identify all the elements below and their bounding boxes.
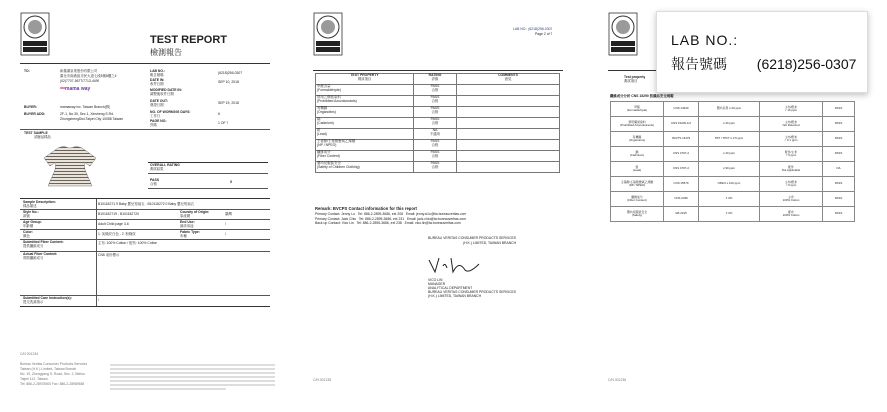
to-label: TO:: [24, 69, 30, 73]
style-no-label: Style No.:: [23, 210, 39, 214]
lab-callout-label-zh: 報告號碼: [671, 56, 727, 72]
table-row: 鉛 (Lead) CNS 4797-2 ≤ 90 ppm 配件 Not Applicable NA: [611, 162, 855, 177]
buyer-address-label: BUYER ADD:: [24, 112, 46, 116]
modified-date-label: MODIFIED DATE IN:: [150, 88, 182, 92]
to-address: 臺北市南港區市民大道七段8號8樓之4: [60, 74, 117, 78]
footer-code: C/N 001234: [20, 352, 39, 356]
results-table: [610, 101, 855, 222]
bureau-veritas-seal-icon: [608, 12, 638, 56]
lab-no-value: (6218)256-0307: [218, 71, 243, 75]
remark-title: Remark: BVCPS Contact information for this report: [315, 206, 417, 211]
to-value: 新鑫鴻皇業股份有限公司: [60, 69, 98, 73]
lab-number-callout: [656, 11, 868, 93]
footer-line-2: Taiwan (H.K.) Limited, Taiwan Branch: [20, 367, 77, 371]
buyer-address-2: ZhongzhengDist.Taipei City 10058 Taiwan: [60, 117, 124, 121]
table-row: 鎘 (Cadmium) PASS 合格: [316, 118, 560, 129]
lab-no-label: LAB NO.:: [150, 69, 166, 73]
report-page-2: [313, 12, 575, 397]
standard-line: 纖維成分分析 CNS 15290 紡織品安全規範: [610, 94, 674, 98]
table-row: 嬰幼兒服裝安全 (Safety of Children Clothing) PASS 合格: [316, 162, 560, 173]
signer-name: VICO LIN: [428, 278, 443, 282]
lab-callout-value-row: [671, 54, 856, 74]
lab-callout-title: LAB NO.:: [671, 32, 739, 48]
color-label: Color:: [23, 230, 33, 234]
fabric-type-value: /: [225, 232, 226, 236]
style-no-zh: 款號: [23, 214, 30, 218]
end-use-label: End Use:: [180, 220, 195, 224]
table-row: 壬基酚/壬基酚聚氧乙烯醚 (NP / NPEO) PASS 合格: [316, 140, 560, 151]
care-instruction-zh: 提交洗滌指示: [23, 300, 44, 304]
end-use-value: /: [225, 222, 226, 226]
header-comments-zh: 意見: [504, 76, 512, 81]
page-no-label: PAGE NO.:: [150, 119, 168, 123]
color-zh: 顏色: [23, 234, 30, 238]
lab-no-zh: 報告號碼: [150, 73, 164, 77]
lab-callout-value: (6218)256-0307: [756, 56, 857, 72]
signature: [425, 252, 485, 276]
bureau-veritas-seal-icon: [313, 12, 343, 56]
submitted-fiber-value: 主布: 100% Cotton / 配布: 100% Cotton: [98, 241, 158, 245]
signer-company-2: (H.K.) LIMITED, TAIWAN BRANCH: [428, 294, 482, 298]
table-row: 甲醛含量 (Formaldehyde) PASS 合格: [316, 85, 560, 96]
footer-code: C/N 001236: [608, 378, 627, 382]
report-page-1: [20, 12, 282, 397]
footer-line-5: Tel: 886-2-28978500 Fax: 886-2-28989888: [20, 382, 85, 386]
garment-sample-image: [40, 144, 100, 189]
contact-row: Primary Contact: Jack Chiu Tel: 886-2-2895-3686, ext 231 Email: jack.chiu@tw.bureauveritas.com: [315, 216, 466, 221]
table-row: 禁用偶氮染料 (Prohibited Azocolourants) CNS 15205-1/2 ≤ 30 ppm 主布/配布 Not Detected PASS: [611, 117, 855, 132]
contact-list: [315, 212, 466, 226]
pass-label: PASS: [150, 178, 159, 182]
actual-fiber-value: CN5 成份標示: [98, 253, 120, 257]
header-comments: COMMENTS: [498, 73, 518, 77]
sample-desc-label: Sample Description:: [23, 200, 56, 204]
report-title-zh: 檢測報告: [150, 48, 182, 57]
signer-dept: ANALYTICAL DEPARTMENT: [428, 286, 473, 290]
table-row: 有機錫 (Organotins) ISO/TS 16179 TBT / TPhT ≤ 0.5 ppm 主布/配布 < 0.1 ppm PASS: [611, 132, 855, 147]
page-no-value: 1 OF 7: [218, 121, 229, 125]
working-days-zh: 工作日: [150, 114, 161, 118]
fabric-type-zh: 布種: [180, 234, 187, 238]
submitted-fiber-zh: 提供纖維成分: [23, 244, 44, 248]
date-out-zh: 發證日期: [150, 103, 164, 107]
submitted-fiber-label: Submitted Fiber Content:: [23, 240, 64, 244]
fabric-type-label: Fabric Type:: [180, 230, 200, 234]
care-instruction-label: Submitted Care Instruction(s):: [23, 296, 72, 300]
end-use-zh: 最終用途: [180, 224, 194, 228]
country-zh: 原產國: [180, 214, 191, 218]
header-rating: RATING: [428, 73, 442, 77]
table-row: 嬰幼兒服裝安全 (Safety) GB 2015 ± 3% 配布 100% Cotton PASS: [611, 207, 855, 222]
table-row: 纖維成分 (Fiber Content) PASS 合格: [316, 151, 560, 162]
terms-fine-print: [110, 362, 275, 392]
signer-title: MANAGER: [428, 282, 446, 286]
pass-checkmark: X: [230, 180, 233, 184]
table-row: 甲醛 (Formaldehyde) CNS 14940 嬰幼兒用 ≤ 20 ppm 主布/配布 < 16 ppm PASS: [611, 102, 855, 117]
header-rating-zh: 評級: [431, 76, 439, 81]
footer-line-3: No. 19, Zhongyang S. Road, Sec. 2, Beitou: [20, 372, 86, 376]
header-test-property: TEST PROPERTY: [350, 73, 379, 77]
bureau-veritas-seal-icon: [20, 12, 50, 56]
date-in-value: SEP 10, 2018: [218, 80, 239, 84]
table-row: 鉛 (Lead) NA 不適用: [316, 129, 560, 140]
working-days-label: NO. OF WORKING DAYS:: [150, 110, 191, 114]
footer-line-4: Taipei 112, Taiwan: [20, 377, 48, 381]
contact-row: Primary Contact: Jenny Lu Tel: 886-2-2895-3686, ext 208 Email: jenny.sl.lu@tw.bureauveritas.com: [315, 212, 467, 216]
company-name: BUREAU VERITAS CONSUMER PRODUCTS SERVICES: [428, 236, 517, 240]
actual-fiber-zh: 實際纖維成分: [23, 256, 44, 260]
age-group-value: Adult Child page 3-6: [98, 222, 129, 226]
test-property-header: Test property: [624, 75, 646, 79]
date-out-value: SEP 19, 2018: [218, 101, 239, 105]
header-test-property-zh: 測試項目: [357, 76, 372, 81]
signer-company: BUREAU VERITAS CONSUMER PRODUCTS SERVICES: [428, 290, 517, 294]
date-in-zh: 收件日期: [150, 82, 164, 86]
buyer-address: 2F-1, No.30, Sec.1, Xinsheng S.Rd.: [60, 112, 114, 116]
buyer-label: BUYER:: [24, 105, 37, 109]
overall-rating-zh: 測試結果: [150, 167, 164, 171]
buyer-value: mamaway inc. Taiwan Branch(株): [60, 105, 111, 109]
table-row: 纖維成分 (Fiber Content) CNS 2339 ± 3% 主布 100% Cotton PASS: [611, 192, 855, 207]
page-indicator: Page 2 of 7: [535, 32, 553, 36]
care-instruction-value: /: [98, 298, 99, 302]
header-rule: [20, 63, 270, 64]
test-property-table: [315, 73, 560, 173]
working-days-value: 6: [218, 112, 220, 116]
color-value: 1. 灰條紋白色 - 2. 粉條紋: [98, 232, 136, 236]
date-in-label: DATE IN:: [150, 78, 165, 82]
country-label: Country of Origin:: [180, 210, 210, 214]
footer-code: C/N 001235: [313, 378, 332, 382]
table-row: 鎘 (Cadmium) CNS 4797-2 ≤ 40 ppm 配件/主布 < 5 ppm PASS: [611, 147, 855, 162]
style-no-value: B101182719 - B101182720: [98, 212, 139, 216]
lab-no-header: LAB NO.: (6218)256-0307: [513, 27, 553, 31]
contact-row: Back up Contact: Vico Lin Tel: 886-2-2895-3686, ext 238 Email: vico.lin@tw.bureauveritas.com: [315, 221, 461, 226]
pass-zh: 合格: [150, 182, 157, 186]
test-sample-zh: 試驗品樣品: [34, 135, 51, 139]
sample-desc-value: B10118271 9 Baby 嬰兒短袖衣 - B10118272 0 Baby 嬰兒短袖衣: [98, 202, 194, 206]
table-row: 禁用之偶氮染料 (Prohibited Azocolourants) PASS 合格: [316, 96, 560, 107]
table-row: 有機錫 (Organotins) PASS 合格: [316, 107, 560, 118]
age-group-zh: 年齡層: [23, 224, 34, 228]
actual-fiber-label: Actual Fiber Content:: [23, 252, 58, 256]
sample-desc-zh: 樣品描述: [23, 204, 37, 208]
to-phone: (02)7707-5677/7713-4499: [60, 79, 100, 83]
country-value: 臺灣: [225, 212, 232, 216]
table-row: 壬基酚/壬基酚聚氧乙烯醚 (NP / NPEO) CNS 15579 NPEO ≤ 100 ppm 主布/配布 < 5 ppm PASS: [611, 177, 855, 192]
overall-rating-label: OVERALL RATING: [150, 163, 180, 167]
date-out-label: DATE OUT:: [150, 99, 168, 103]
report-title: TEST REPORT: [150, 34, 228, 46]
footer-line-1: Bureau Veritas Consumer Products Services: [20, 362, 88, 366]
age-group-label: Age Group:: [23, 220, 42, 224]
company-name-2: (H.K.) LIMITED, TAIWAN BRANCH: [463, 241, 517, 245]
mamaway-logo: ∞mama way: [60, 85, 91, 92]
page-no-zh: 頁碼: [150, 123, 157, 127]
test-property-header-zh: 測試項目: [624, 79, 638, 83]
modified-date-zh: 調整後收件日期: [150, 92, 174, 96]
test-sample-label: TEST SAMPLE: [24, 131, 48, 135]
